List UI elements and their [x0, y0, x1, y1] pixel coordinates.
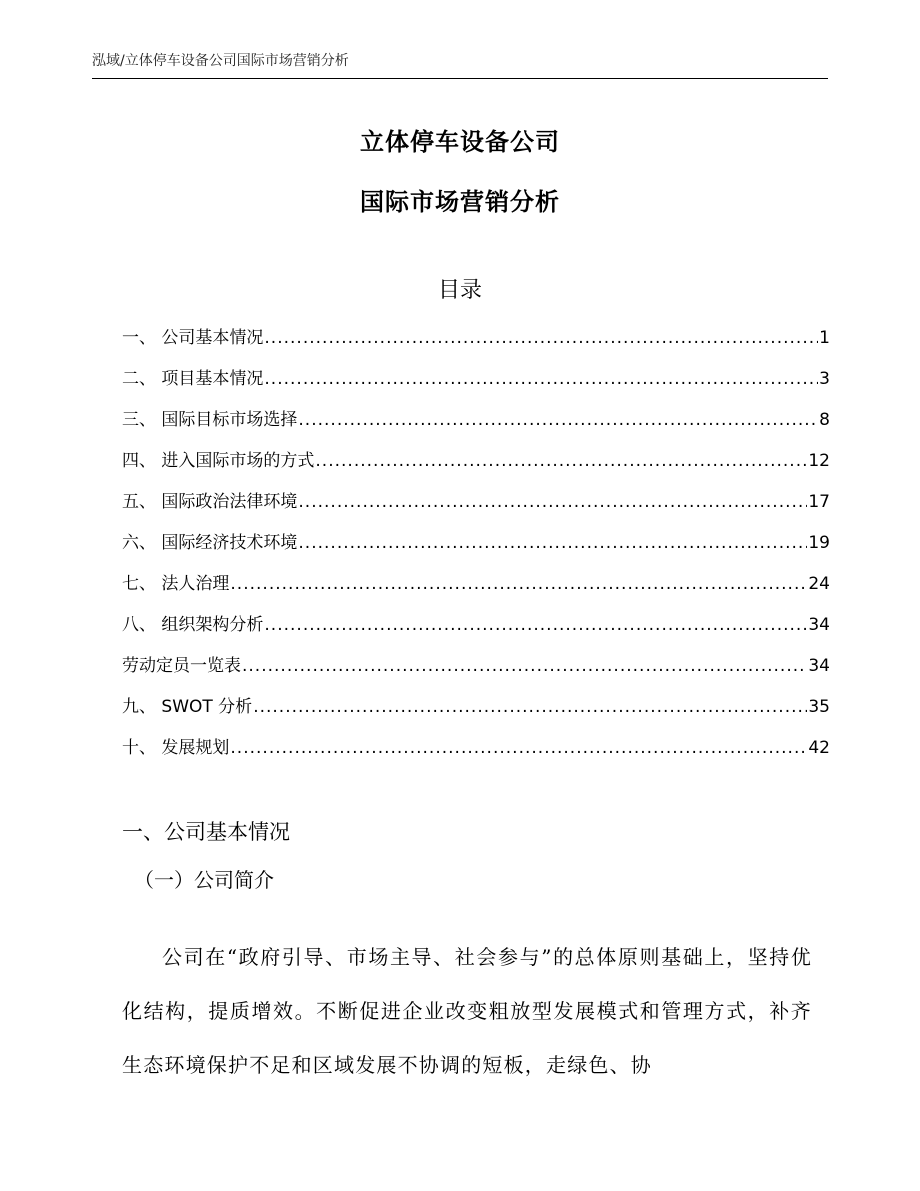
- toc-entry[interactable]: [122, 446, 830, 487]
- toc-entry-label: 十、 发展规划: [122, 738, 230, 758]
- toc-heading: 目录: [437, 278, 482, 303]
- toc-entry-label: 一、 公司基本情况: [122, 328, 264, 348]
- toc-entry-label: 五、 国际政治法律环境: [122, 492, 298, 512]
- toc-entry[interactable]: [122, 651, 830, 692]
- toc-entry-label: 七、 法人治理: [122, 574, 230, 594]
- toc-leader-dots: [253, 697, 807, 717]
- running-header: 泓域/立体停车设备公司国际市场营销分析: [92, 50, 828, 79]
- toc-entry[interactable]: [122, 569, 830, 610]
- toc-entry-label: 三、 国际目标市场选择: [122, 410, 298, 430]
- toc-entry[interactable]: [122, 692, 830, 733]
- toc-entry-page: 42: [808, 738, 830, 758]
- toc-entry-page: 34: [808, 615, 830, 635]
- toc-leader-dots: [298, 492, 807, 512]
- toc-entry-label: 二、 项目基本情况: [122, 369, 264, 389]
- toc-entry-page: 24: [808, 574, 830, 594]
- toc-entry[interactable]: [122, 610, 830, 651]
- toc-entry-label: 劳动定员一览表: [122, 656, 241, 676]
- toc-entry[interactable]: [122, 364, 830, 405]
- toc-entry-page: 17: [808, 492, 830, 512]
- subsection-heading: （一）公司简介: [134, 868, 274, 892]
- toc-entry[interactable]: [122, 323, 830, 364]
- toc-leader-dots: [230, 738, 807, 758]
- body-paragraph: 公司在“政府引导、市场主导、社会参与”的总体原则基础上，坚持优化结构，提质增效。不断促进企业改变粗放型发展模式和管理方式，补齐生态环境保护不足和区域发展不协调的短板，走绿色、协: [122, 945, 812, 1077]
- toc-entry-page: 19: [808, 533, 830, 553]
- toc-entry-page: 12: [808, 451, 830, 471]
- toc-entry[interactable]: [122, 528, 830, 569]
- toc-entry-label: 六、 国际经济技术环境: [122, 533, 298, 553]
- toc-leader-dots: [230, 574, 807, 594]
- document-title-line-1: 立体停车设备公司: [360, 128, 560, 156]
- toc-entry-label: 四、 进入国际市场的方式: [122, 451, 315, 471]
- toc-leader-dots: [298, 410, 818, 430]
- toc-entry-page: 35: [808, 697, 830, 717]
- toc-leader-dots: [242, 656, 807, 676]
- toc-leader-dots: [264, 369, 818, 389]
- toc-entry-page: 1: [819, 328, 830, 348]
- table-of-contents: [122, 323, 830, 774]
- toc-entry-label: 八、 组织架构分析: [122, 615, 264, 635]
- toc-entry[interactable]: [122, 487, 830, 528]
- toc-entry[interactable]: [122, 733, 830, 774]
- toc-entry-page: 34: [808, 656, 830, 676]
- toc-entry[interactable]: [122, 405, 830, 446]
- toc-entry-page: 8: [819, 410, 830, 430]
- toc-entry-label: 九、 SWOT 分析: [122, 697, 253, 717]
- section-heading: 一、公司基本情况: [122, 820, 290, 844]
- toc-leader-dots: [264, 328, 818, 348]
- toc-leader-dots: [315, 451, 807, 471]
- toc-leader-dots: [298, 533, 807, 553]
- toc-leader-dots: [264, 615, 807, 635]
- toc-entry-page: 3: [819, 369, 830, 389]
- document-title-line-2: 国际市场营销分析: [360, 188, 560, 216]
